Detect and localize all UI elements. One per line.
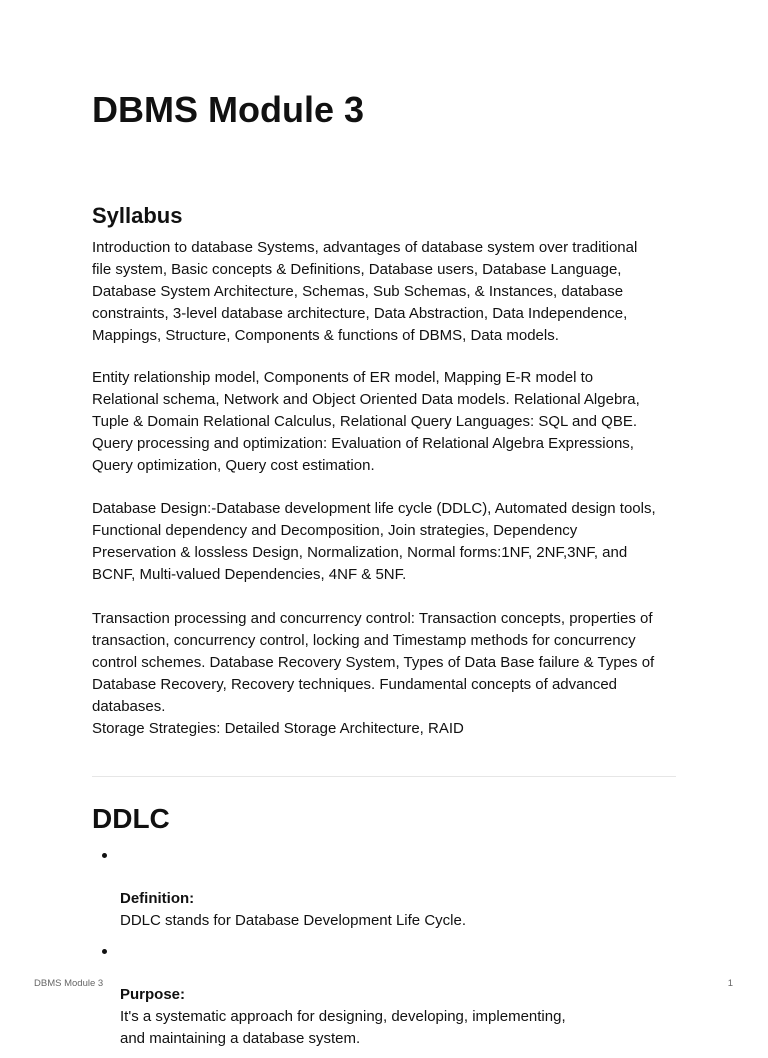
- ddlc-heading: DDLC: [92, 803, 170, 834]
- list-item: [92, 940, 676, 1050]
- bullet-dot-icon: [102, 949, 107, 954]
- bullet-text: It's a systematic approach for designing, developing, implementing, and maintaining a database system.: [120, 1008, 566, 1047]
- syllabus-paragraph-4: Transaction processing and concurrency control: Transaction concepts, properties of transaction, concurrency control, locking and Timestamp methods for concurrency control schemes. Database Recovery System, Types of Data Base failure & Types of Database Recovery, Recovery techniques. Fundamental concepts of advanced databases. Storage Strategies: Detailed Storage Architecture, RAID: [92, 610, 655, 737]
- footer-page-number: 1: [727, 978, 733, 989]
- bullet-dot-icon: [102, 853, 107, 858]
- syllabus-paragraph-1: Introduction to database Systems, advantages of database system over traditional file system, Basic concepts & Definitions, Database users, Database Language, Database System Architecture, Schemas, Sub Schemas, & Instances, database constraints, 3-level database architecture, Data Abstraction, Data Independence, Mappings, Structure, Components & functions of DBMS, Data models.: [92, 239, 638, 344]
- section-divider: [92, 776, 676, 777]
- bullet-label: Purpose:: [120, 986, 186, 1003]
- ddlc-bullet-list: [92, 844, 676, 1058]
- footer-document-name: DBMS Module 3: [34, 978, 104, 989]
- syllabus-paragraph-3: Database Design:-Database development life cycle (DDLC), Automated design tools, Functional dependency and Decomposition, Join strategies, Dependency Preservation & lossless Design, Normalization, Normal forms:1NF, 2NF,3NF, and BCNF, Multi-valued Dependencies, 4NF & 5NF.: [92, 500, 656, 583]
- syllabus-heading: Syllabus: [92, 203, 183, 228]
- syllabus-paragraph-2: Entity relationship model, Components of ER model, Mapping E-R model to Relational schema, Network and Object Oriented Data models. Relational Algebra, Tuple & Domain Relational Calculus, Relational Query Languages: SQL and QBE. Query processing and optimization: Evaluation of Relational Algebra Expressions, Query optimization, Query cost estimation.: [92, 369, 640, 474]
- list-item: [92, 844, 676, 932]
- page-title: DBMS Module 3: [92, 89, 365, 130]
- bullet-label: Definition:: [120, 890, 195, 907]
- bullet-text: DDLC stands for Database Development Life Cycle.: [120, 912, 466, 929]
